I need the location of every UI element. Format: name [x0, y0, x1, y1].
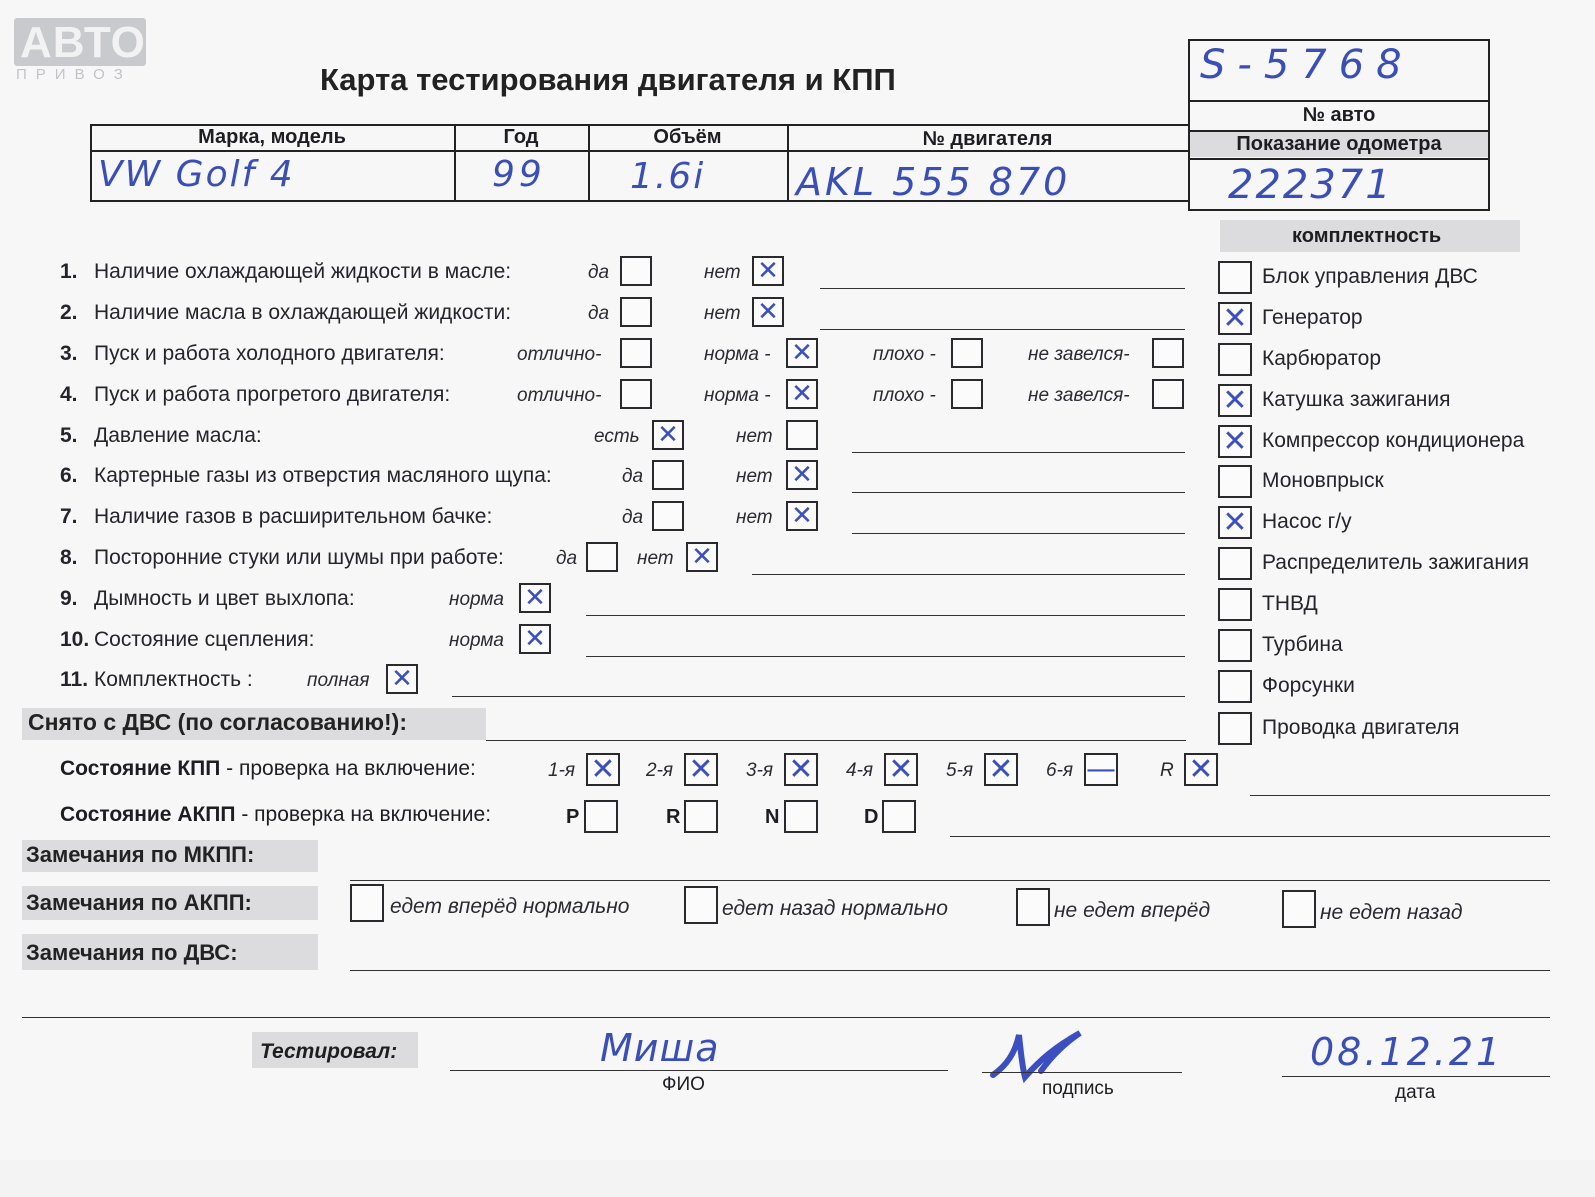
- odometer-value: 222371: [1228, 162, 1393, 208]
- question-option-label: есть: [594, 426, 640, 447]
- completeness-checkbox[interactable]: [1218, 506, 1252, 539]
- question-option-checkbox[interactable]: [620, 338, 652, 368]
- question-option-checkbox[interactable]: [652, 460, 684, 490]
- akpp-remark-label: едет назад нормально: [722, 897, 948, 920]
- odometer-label: Показание одометра: [1236, 133, 1442, 155]
- manual-gearbox-label-bold: Состояние КПП: [60, 757, 221, 780]
- remarks-dvs-line: [350, 970, 1550, 971]
- question-option-checkbox-mark: ✕: [524, 583, 546, 613]
- remarks-akpp-label: Замечания по АКПП:: [26, 890, 252, 915]
- question-option-checkbox-mark: ✕: [391, 664, 413, 694]
- question-option-checkbox[interactable]: [620, 379, 652, 409]
- question-option-label: норма: [449, 630, 504, 651]
- question-option-label: нет: [736, 507, 773, 528]
- question-write-line: [852, 533, 1185, 534]
- value-volume: 1.6i: [630, 156, 706, 197]
- question-number: 11.: [60, 668, 89, 691]
- question-option-label: нет: [704, 303, 741, 324]
- completeness-check-mark: ✕: [1222, 504, 1248, 540]
- position-label: R: [666, 806, 681, 828]
- question-number: 3.: [60, 342, 78, 365]
- completeness-item-label: Генератор: [1262, 306, 1363, 329]
- car-number-divider: [1188, 100, 1490, 102]
- akpp-remark-label: едет вперёд нормально: [390, 895, 630, 918]
- col-header-model: Марка, модель: [198, 126, 346, 148]
- question-number: 5.: [60, 424, 78, 447]
- position-label: D: [864, 806, 879, 828]
- question-option-checkbox-mark: ✕: [791, 460, 813, 490]
- auto-gearbox-label-rest: - проверка на включение:: [235, 803, 492, 826]
- question-option-checkbox[interactable]: [620, 256, 652, 286]
- gear-label: 2-я: [646, 760, 674, 781]
- odometer-divider-2: [1188, 158, 1490, 160]
- date-line: [1282, 1076, 1550, 1077]
- col-header-year: Год: [503, 126, 539, 148]
- removed-label: Снято с ДВС (по согласованию!):: [28, 709, 407, 735]
- completeness-item-label: Распределитель зажигания: [1262, 551, 1530, 574]
- position-checkbox[interactable]: [784, 800, 818, 833]
- question-option-checkbox[interactable]: [519, 583, 551, 613]
- akpp-remark-label: не едет вперёд: [1054, 899, 1211, 922]
- completeness-checkbox[interactable]: [1218, 588, 1252, 621]
- completeness-title: комплектность: [1292, 225, 1442, 247]
- completeness-item-label: Компрессор кондиционера: [1262, 429, 1525, 452]
- gear-label: 6-я: [1046, 760, 1074, 781]
- question-number: 6.: [60, 464, 78, 487]
- date-value: 08.12.21: [1310, 1030, 1504, 1074]
- question-number: 7.: [60, 505, 78, 528]
- question-option-checkbox-mark: ✕: [791, 501, 813, 531]
- gear-mark: ✕: [688, 751, 714, 787]
- gear-mark: —: [1086, 751, 1116, 787]
- question-write-line: [820, 329, 1185, 330]
- question-option-checkbox[interactable]: [686, 542, 718, 572]
- question-text: Картерные газы из отверстия масляного щупа:: [94, 464, 552, 487]
- position-checkbox[interactable]: [882, 800, 916, 833]
- col-header-engine-number: № двигателя: [922, 128, 1053, 150]
- question-text: Наличие охлаждающей жидкости в масле:: [94, 260, 512, 283]
- question-number: 9.: [60, 587, 78, 610]
- question-text: Состояние сцепления:: [94, 628, 315, 651]
- question-option-checkbox[interactable]: [752, 297, 784, 327]
- question-option-label: норма -: [704, 385, 771, 406]
- question-option-label: полная: [307, 670, 370, 691]
- completeness-check-mark: ✕: [1222, 382, 1248, 418]
- question-option-label: отлично-: [517, 385, 602, 406]
- question-number: 2.: [60, 301, 78, 324]
- completeness-item-label: Проводка двигателя: [1262, 716, 1460, 739]
- name-caption: ФИО: [662, 1074, 705, 1095]
- question-option-label: не завелся-: [1028, 344, 1130, 365]
- completeness-checkbox[interactable]: [1218, 712, 1252, 745]
- akpp-remark-checkbox[interactable]: [1282, 890, 1316, 928]
- tester-name: Миша: [600, 1026, 720, 1070]
- gear-mark: ✕: [788, 751, 814, 787]
- question-option-checkbox[interactable]: [786, 338, 818, 368]
- completeness-checkbox[interactable]: [1218, 261, 1252, 294]
- question-option-checkbox-mark: ✕: [657, 420, 679, 450]
- gear-mark: ✕: [1188, 751, 1214, 787]
- value-year: 99: [492, 154, 546, 195]
- auto-gearbox-label: [60, 803, 491, 827]
- question-text: Давление масла:: [94, 424, 262, 447]
- signature-caption: подпись: [1042, 1078, 1114, 1099]
- question-option-label: норма -: [704, 344, 771, 365]
- question-option-checkbox[interactable]: [951, 379, 983, 409]
- question-option-checkbox[interactable]: [1152, 379, 1184, 409]
- completeness-checkbox[interactable]: [1218, 629, 1252, 662]
- question-option-label: да: [622, 507, 644, 528]
- auto-gearbox-label-bold: Состояние АКПП: [60, 803, 236, 826]
- question-option-checkbox[interactable]: [1152, 338, 1184, 368]
- gear-label: R: [1160, 760, 1174, 781]
- completeness-checkbox[interactable]: [1218, 670, 1252, 703]
- question-option-checkbox[interactable]: [386, 664, 418, 694]
- question-text: Посторонние стуки или шумы при работе:: [94, 546, 504, 569]
- completeness-checkbox[interactable]: [1218, 384, 1252, 417]
- tested-by-label: Тестировал:: [260, 1040, 398, 1063]
- position-label: P: [566, 806, 580, 828]
- question-option-label: да: [556, 548, 578, 569]
- question-write-line: [452, 696, 1185, 697]
- gear-mark: ✕: [988, 751, 1014, 787]
- question-option-checkbox-mark: ✕: [757, 256, 779, 286]
- completeness-check-mark: ✕: [1222, 300, 1248, 336]
- question-write-line: [820, 288, 1185, 289]
- akpp-remark-checkbox[interactable]: [350, 884, 384, 922]
- question-option-label: да: [588, 262, 610, 283]
- remarks-mkpp-line: [350, 880, 1550, 881]
- completeness-item-label: Форсунки: [1262, 674, 1355, 697]
- question-option-checkbox-mark: ✕: [757, 297, 779, 327]
- removed-write-line: [486, 740, 1186, 741]
- question-text: Наличие масла в охлаждающей жидкости:: [94, 301, 512, 324]
- question-option-label: норма: [449, 589, 504, 610]
- question-write-line: [852, 492, 1185, 493]
- gear-checkbox[interactable]: [586, 753, 620, 786]
- completeness-checkbox[interactable]: [1218, 425, 1252, 458]
- col-header-volume: Объём: [653, 126, 722, 148]
- date-caption: дата: [1395, 1082, 1436, 1103]
- question-option-label: нет: [704, 262, 741, 283]
- question-write-line: [586, 615, 1185, 616]
- watermark-sub: ПРИВОЗ: [16, 66, 132, 83]
- question-option-label: не завелся-: [1028, 385, 1130, 406]
- question-number: 10.: [60, 628, 90, 651]
- gear-label: 3-я: [746, 760, 774, 781]
- question-number: 1.: [60, 260, 78, 283]
- question-write-line: [752, 574, 1185, 575]
- question-option-label: нет: [637, 548, 674, 569]
- watermark-brand: АВТО: [20, 18, 146, 67]
- question-option-checkbox-mark: ✕: [524, 624, 546, 654]
- gear-mark: ✕: [590, 751, 616, 787]
- completeness-item-label: Катушка зажигания: [1262, 388, 1451, 411]
- gear-checkbox[interactable]: [1184, 753, 1218, 786]
- question-option-label: отлично-: [517, 344, 602, 365]
- question-write-line: [852, 452, 1185, 453]
- question-option-checkbox[interactable]: [586, 542, 618, 572]
- position-label: N: [765, 806, 780, 828]
- completeness-checkbox[interactable]: [1218, 547, 1252, 580]
- question-option-checkbox[interactable]: [519, 624, 551, 654]
- question-text: Наличие газов в расширительном бачке:: [94, 505, 493, 528]
- question-option-label: плохо -: [873, 385, 936, 406]
- question-option-label: да: [588, 303, 610, 324]
- completeness-item-label: Моновпрыск: [1262, 469, 1384, 492]
- question-option-checkbox[interactable]: [786, 501, 818, 531]
- name-line: [450, 1070, 948, 1071]
- question-text: Дымность и цвет выхлопа:: [94, 587, 355, 610]
- question-option-checkbox-mark: ✕: [691, 542, 713, 572]
- question-option-label: плохо -: [873, 344, 936, 365]
- completeness-item-label: Насос г/у: [1262, 510, 1352, 533]
- question-option-checkbox-mark: ✕: [791, 379, 813, 409]
- car-number-value: S-5768: [1200, 42, 1414, 88]
- question-option-checkbox[interactable]: [652, 420, 684, 450]
- position-checkbox[interactable]: [684, 800, 718, 833]
- question-option-checkbox[interactable]: [786, 379, 818, 409]
- footer-separator-line: [22, 1017, 1550, 1018]
- completeness-item-label: ТНВД: [1262, 592, 1318, 615]
- question-option-checkbox[interactable]: [786, 420, 818, 450]
- question-option-label: нет: [736, 466, 773, 487]
- gear-checkbox[interactable]: [884, 753, 918, 786]
- question-number: 4.: [60, 383, 78, 406]
- manual-gearbox-label-rest: - проверка на включение:: [220, 757, 476, 780]
- completeness-checkbox[interactable]: [1218, 343, 1252, 376]
- question-option-checkbox[interactable]: [620, 297, 652, 327]
- completeness-check-mark: ✕: [1222, 423, 1248, 459]
- completeness-item-label: Блок управления ДВС: [1262, 265, 1478, 288]
- remarks-dvs-label: Замечания по ДВС:: [26, 940, 238, 965]
- question-option-checkbox[interactable]: [752, 256, 784, 286]
- question-option-checkbox[interactable]: [652, 501, 684, 531]
- gear-checkbox[interactable]: [684, 753, 718, 786]
- gear-checkbox[interactable]: [984, 753, 1018, 786]
- question-option-label: да: [622, 466, 644, 487]
- gear-label: 4-я: [846, 760, 874, 781]
- completeness-item-label: Карбюратор: [1262, 347, 1382, 370]
- question-option-checkbox[interactable]: [786, 460, 818, 490]
- gear-checkbox[interactable]: [1084, 753, 1118, 786]
- value-model: VW Golf 4: [98, 154, 295, 195]
- gear-label: 5-я: [946, 760, 974, 781]
- question-write-line: [586, 656, 1185, 657]
- question-text: Пуск и работа прогретого двигателя:: [94, 383, 451, 406]
- manual-gearbox-write-line: [1250, 795, 1550, 796]
- completeness-checkbox[interactable]: [1218, 465, 1252, 498]
- car-number-label: № авто: [1302, 104, 1376, 126]
- gear-label: 1-я: [548, 760, 576, 781]
- completeness-checkbox[interactable]: [1218, 302, 1252, 335]
- position-checkbox[interactable]: [584, 800, 618, 833]
- manual-gearbox-label: [60, 757, 476, 781]
- akpp-remark-label: не едет назад: [1320, 901, 1463, 924]
- signature-stroke: [993, 1033, 1080, 1077]
- value-engine-number: AKL 555 870: [796, 160, 1071, 204]
- gear-checkbox[interactable]: [784, 753, 818, 786]
- question-number: 8.: [60, 546, 78, 569]
- question-text: Комплектность :: [94, 668, 253, 691]
- remarks-mkpp-label: Замечания по МКПП:: [26, 842, 255, 867]
- akpp-remark-checkbox[interactable]: [1016, 888, 1050, 926]
- signature-line: [982, 1072, 1182, 1073]
- page-title: Карта тестирования двигателя и КПП: [320, 62, 896, 97]
- auto-gearbox-write-line: [950, 836, 1550, 837]
- gear-mark: ✕: [888, 751, 914, 787]
- question-text: Пуск и работа холодного двигателя:: [94, 342, 445, 365]
- question-option-checkbox[interactable]: [951, 338, 983, 368]
- question-option-checkbox-mark: ✕: [791, 338, 813, 368]
- question-option-label: нет: [736, 426, 773, 447]
- akpp-remark-checkbox[interactable]: [684, 886, 718, 924]
- completeness-item-label: Турбина: [1262, 633, 1343, 656]
